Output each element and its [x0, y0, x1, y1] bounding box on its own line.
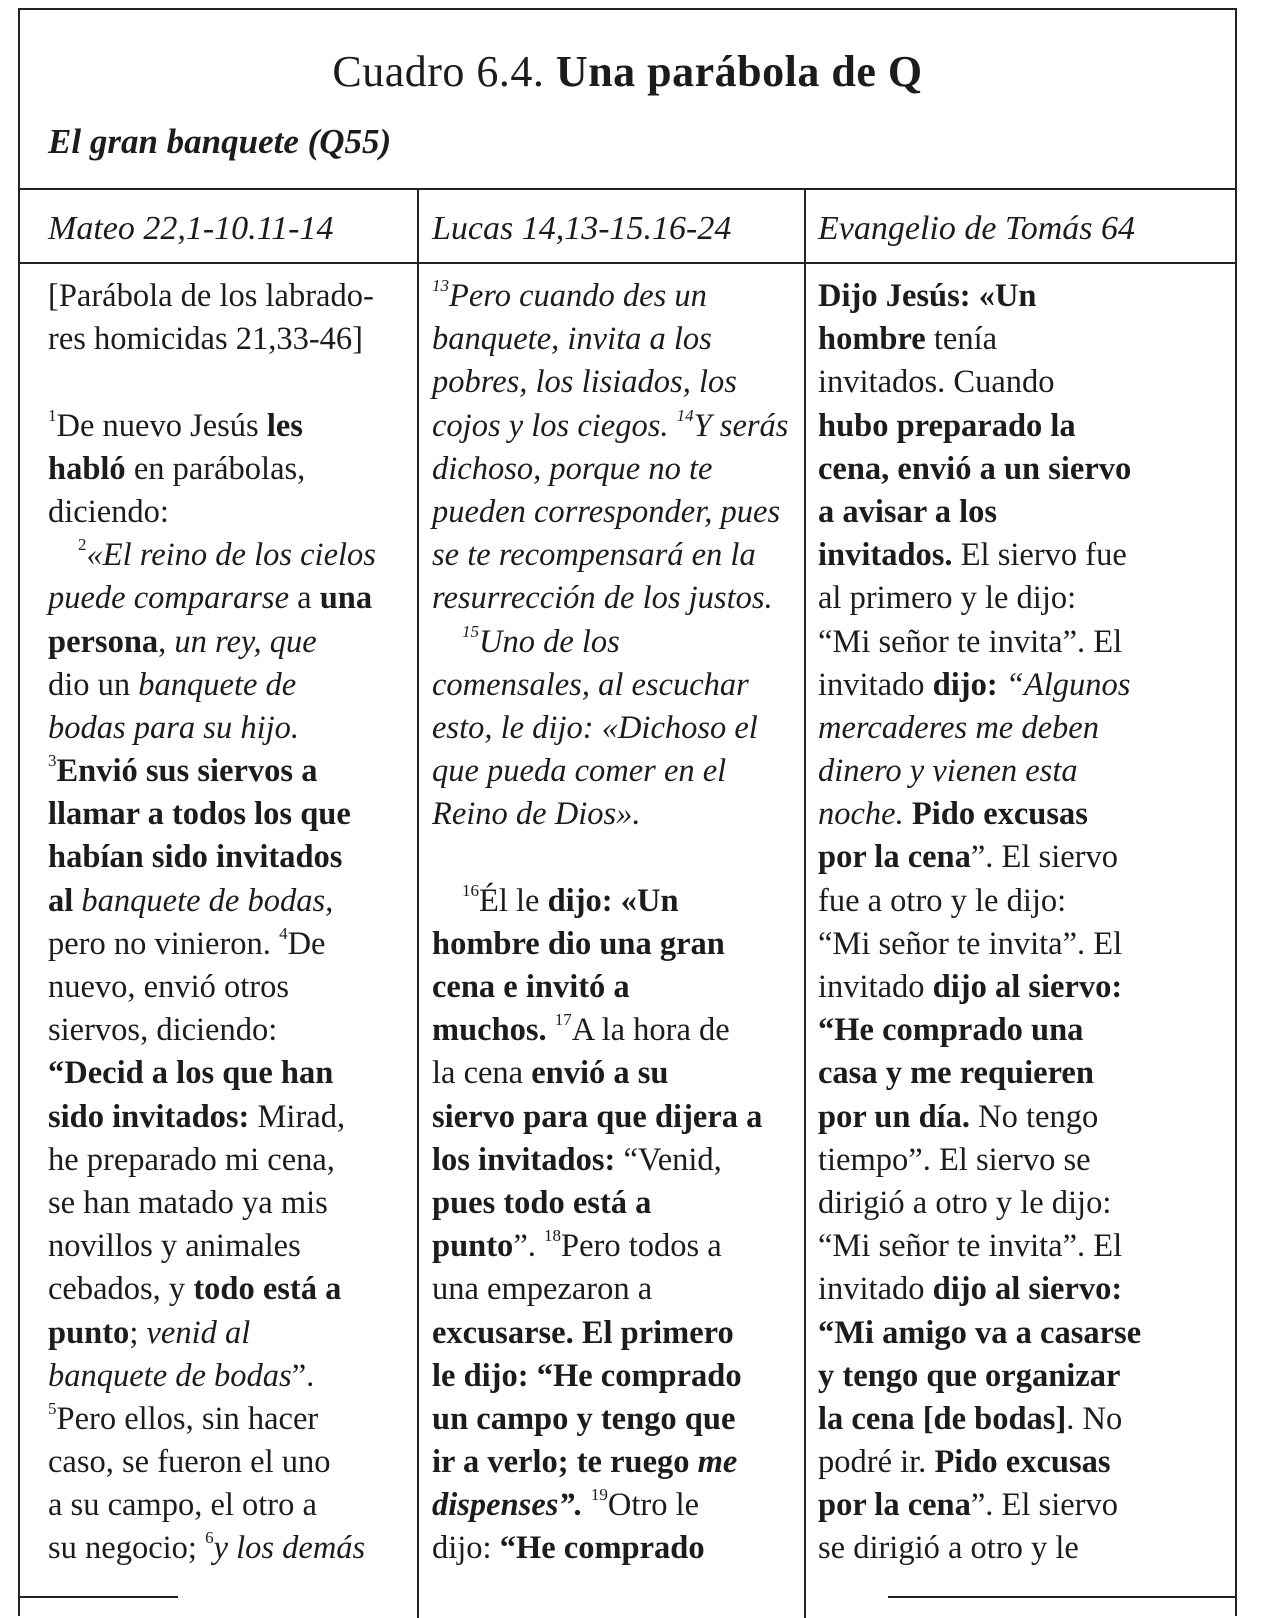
- text-line: siervo para que dijera a: [432, 1098, 763, 1135]
- text-line: res homicidas 21,33-46]: [48, 321, 364, 358]
- text-line: Dijo Jesús: «Un: [818, 278, 1037, 314]
- text-line: los invitados: “Venid,: [432, 1141, 722, 1178]
- text-line: le dijo: “He comprado: [432, 1357, 742, 1394]
- text-line: $^2$«El reino de los cielos: [78, 535, 376, 574]
- text-line: “Mi amigo va a casarse: [818, 1314, 1142, 1351]
- text-line: esto, le dijo: «Dichoso el: [432, 709, 758, 746]
- verse-number: 4: [279, 923, 288, 943]
- verse-number: 1: [48, 405, 57, 425]
- column-divider: [417, 188, 419, 1618]
- text-line: $^1$De nuevo Jesús les: [48, 405, 303, 444]
- verse-number: 6: [205, 1528, 214, 1548]
- text-line: he preparado mi cena,: [48, 1141, 335, 1178]
- divider: [20, 188, 1235, 190]
- text-line: y tengo que organizar: [818, 1357, 1121, 1394]
- text-line: habían sido invitados: [48, 839, 343, 876]
- text-line: se te recompensará en la: [432, 537, 756, 574]
- text-line: $^3$Envió sus siervos a: [48, 751, 318, 790]
- text-line: punto; venid al: [48, 1314, 251, 1351]
- text-line: llamar a todos los que: [48, 796, 351, 833]
- text-line: hombre tenía: [818, 321, 998, 358]
- text-line: invitados. El siervo fue: [818, 537, 1127, 574]
- text-line: dirigió a otro y le dijo:: [818, 1184, 1112, 1221]
- text-line: al primero y le dijo:: [818, 580, 1077, 617]
- text-line: hombre dio una gran: [432, 925, 725, 962]
- text-line: noche. Pido excusas: [818, 796, 1088, 833]
- text-line: $^5$Pero ellos, sin hacer: [48, 1398, 319, 1437]
- verse-number: 13: [432, 276, 449, 295]
- verse-number: 15: [462, 621, 479, 641]
- text-line: se dirigió a otro y le: [818, 1530, 1079, 1567]
- text-line: “Decid a los que han: [48, 1055, 334, 1092]
- text-line: la cena [de bodas]. No: [818, 1400, 1123, 1437]
- bottom-rule: [888, 1596, 1237, 1598]
- text-line: banquete, invita a los: [432, 321, 712, 358]
- text-line: pobres, los lisiados, los: [432, 364, 737, 401]
- text-line: que pueda comer en el: [432, 753, 727, 790]
- verse-number: 5: [48, 1398, 57, 1418]
- text-line: mercaderes me deben: [818, 709, 1099, 746]
- text-line: habló en parábolas,: [48, 450, 306, 487]
- column-mateo: [48, 275, 410, 1571]
- text-line: excusarse. El primero: [432, 1314, 734, 1351]
- text-line: a avisar a los: [818, 493, 998, 530]
- text-line: “He comprado una: [818, 1012, 1084, 1049]
- text-line: dio un banquete de: [48, 666, 297, 703]
- text-line: dichoso, porque no te: [432, 450, 713, 487]
- text-line: tiempo”. El siervo se: [818, 1141, 1091, 1178]
- text-line: bodas para su hijo.: [48, 709, 300, 746]
- verse-number: 18: [544, 1226, 561, 1246]
- verse-number: 3: [48, 751, 57, 771]
- text-line: dispenses”. $^{19}$Otro le: [432, 1485, 700, 1524]
- text-line: sido invitados: Mirad,: [48, 1098, 346, 1135]
- column-heading-lucas: Lucas 14,13-15.16-24: [432, 210, 732, 247]
- text-line: pueden corresponder, pues: [432, 493, 781, 530]
- column-tomas: [818, 275, 1230, 1571]
- verse-number: 19: [590, 1485, 608, 1505]
- text-line: cojos y los ciegos. $^{14}$Y serás: [432, 405, 789, 444]
- text-line: dinero y vienen esta: [818, 753, 1078, 790]
- text-line: su negocio; $^6$y los demás: [48, 1528, 366, 1567]
- text-line: novillos y animales: [48, 1228, 301, 1265]
- text-line: por la cena”. El siervo: [818, 1487, 1118, 1524]
- subtitle: El gran banquete (Q55): [48, 122, 392, 161]
- text-line: persona, un rey, que: [48, 623, 317, 660]
- text-line: cena e invitó a: [432, 969, 630, 1005]
- text-line: $^{16}$Él le dijo: «Un: [462, 880, 679, 919]
- text-line: dijo: “He comprado: [432, 1530, 705, 1567]
- text-line: por un día. No tengo: [818, 1098, 1099, 1135]
- text-line: siervos, diciendo:: [48, 1012, 278, 1049]
- bottom-rule: [18, 1596, 178, 1598]
- text-line: “Mi señor te invita”. El: [818, 623, 1123, 660]
- text-line: se han matado ya mis: [48, 1184, 328, 1221]
- column-lucas: [432, 275, 798, 1571]
- text-line: nuevo, envió otros: [48, 969, 290, 1005]
- column-divider: [804, 188, 806, 1618]
- verse-number: 16: [462, 880, 479, 900]
- text-line: fue a otro y le dijo:: [818, 882, 1067, 919]
- text-line: cena, envió a un siervo: [818, 450, 1132, 487]
- text-line: casa y me requieren: [818, 1055, 1094, 1092]
- text-line: pues todo está a: [432, 1184, 652, 1221]
- text-line: invitado dijo al siervo:: [818, 1271, 1123, 1308]
- text-line: $^{13}$Pero cuando des un: [432, 276, 707, 314]
- text-line: Reino de Dios».: [432, 796, 641, 833]
- page-title: Cuadro 6.4. Una parábola de Q: [332, 47, 923, 96]
- column-heading-mateo: Mateo 22,1-10.11-14: [48, 210, 334, 247]
- text-line: “Mi señor te invita”. El: [818, 1228, 1123, 1265]
- divider: [20, 262, 1235, 264]
- text-line: una empezaron a: [432, 1271, 653, 1308]
- text-line: a su campo, el otro a: [48, 1487, 317, 1524]
- text-line: caso, se fueron el uno: [48, 1444, 331, 1481]
- text-line: hubo preparado la: [818, 407, 1076, 444]
- verse-number: 17: [554, 1010, 572, 1030]
- column-heading-tomas: Evangelio de Tomás 64: [818, 210, 1136, 247]
- text-line: [Parábola de los labrado-: [48, 278, 374, 314]
- table-frame: [18, 8, 1237, 1616]
- text-line: cebados, y todo está a: [48, 1271, 342, 1308]
- text-line: $^{15}$Uno de los: [462, 621, 620, 660]
- text-line: muchos. $^{17}$A la hora de: [432, 1010, 730, 1049]
- text-line: invitado dijo al siervo:: [818, 969, 1123, 1005]
- text-line: diciendo:: [48, 493, 169, 530]
- text-line: resurrección de los justos.: [432, 580, 773, 617]
- verse-number: 14: [676, 405, 694, 425]
- text-line: invitado dijo: “Algunos: [818, 666, 1131, 703]
- text-line: pero no vinieron. $^4$De: [48, 923, 326, 962]
- text-line: la cena envió a su: [432, 1055, 669, 1092]
- verse-number: 2: [78, 535, 87, 555]
- text-line: “Mi señor te invita”. El: [818, 925, 1123, 962]
- text-line: comensales, al escuchar: [432, 666, 749, 703]
- text-line: ir a verlo; te ruego me: [432, 1444, 738, 1481]
- text-line: podré ir. Pido excusas: [818, 1444, 1111, 1481]
- text-line: punto”. $^{18}$Pero todos a: [432, 1226, 722, 1265]
- text-line: por la cena”. El siervo: [818, 839, 1118, 876]
- text-line: un campo y tengo que: [432, 1400, 736, 1437]
- text-line: banquete de bodas”.: [48, 1357, 315, 1394]
- text-line: al banquete de bodas,: [48, 882, 334, 919]
- text-line: puede compararse a una: [48, 580, 373, 617]
- text-line: invitados. Cuando: [818, 364, 1055, 401]
